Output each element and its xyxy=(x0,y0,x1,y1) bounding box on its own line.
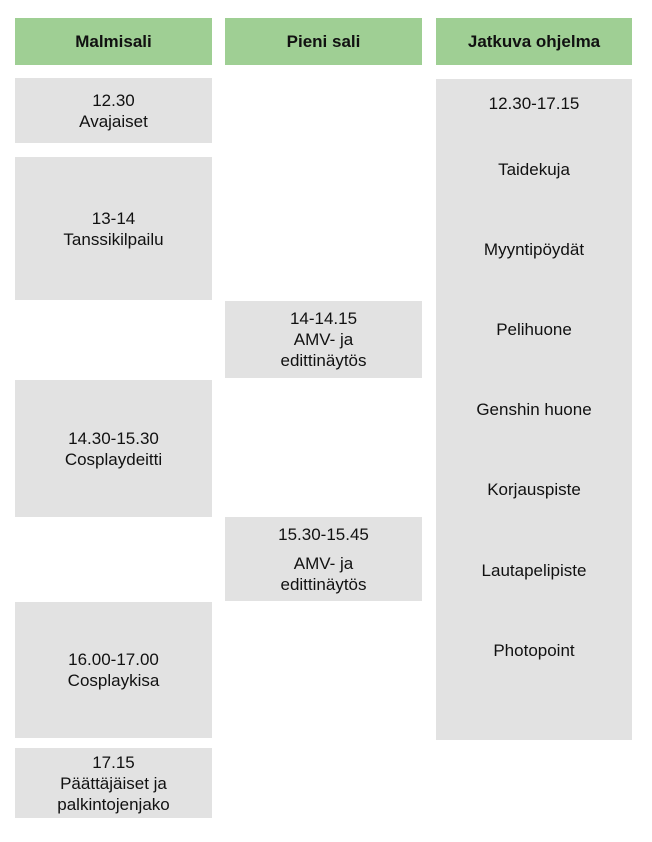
event-tanssikilpailu xyxy=(15,157,212,300)
event-cosplaykisa xyxy=(15,602,212,738)
event-time: 14.30-15.30 xyxy=(68,428,159,448)
event-cosplaydeitti xyxy=(15,380,212,517)
event-title-line2: edittinäytös xyxy=(280,351,367,370)
continuous-item-korjauspiste: Korjauspiste xyxy=(487,480,581,499)
event-title-line2: edittinäytös xyxy=(280,574,367,594)
header-jatkuva-label: Jatkuva ohjelma xyxy=(467,31,601,51)
header-pieni-sali xyxy=(225,18,422,65)
event-time: 17.15 xyxy=(92,752,135,772)
header-malmisali xyxy=(15,18,212,65)
event-title: Cosplaydeitti xyxy=(64,449,163,469)
event-amv-2 xyxy=(225,517,422,601)
continuous-item-pelihuone: Pelihuone xyxy=(496,320,572,339)
continuous-item-photopoint: Photopoint xyxy=(493,641,575,660)
header-malmisali-label: Malmisali xyxy=(75,31,152,51)
continuous-item-myyntipoydat: Myyntipöydät xyxy=(483,240,585,259)
event-amv-1 xyxy=(225,301,422,378)
event-title: Avajaiset xyxy=(79,111,148,131)
event-title: AMV- ja xyxy=(293,553,354,573)
event-time: 12.30 xyxy=(92,90,135,110)
event-avajaiset xyxy=(15,78,212,143)
continuous-program-block xyxy=(436,79,632,740)
event-title-line2: palkintojenjako xyxy=(57,794,170,814)
continuous-time: 12.30-17.15 xyxy=(488,94,580,113)
continuous-item-genshin-huone: Genshin huone xyxy=(476,400,592,419)
event-title: Päättäjäiset ja xyxy=(60,773,167,793)
event-title: Tanssikilpailu xyxy=(63,229,164,249)
event-time: 15.30-15.45 xyxy=(278,524,369,544)
event-time: 13-14 xyxy=(91,208,136,228)
header-jatkuva-ohjelma xyxy=(436,18,632,65)
event-time: 14-14.15 xyxy=(289,309,358,328)
event-time: 16.00-17.00 xyxy=(68,650,159,669)
event-title: Cosplaykisa xyxy=(67,671,160,690)
header-pieni-sali-label: Pieni sali xyxy=(286,31,361,51)
event-title: AMV- ja xyxy=(293,330,354,349)
continuous-item-lautapelipiste: Lautapelipiste xyxy=(481,561,587,580)
continuous-item-taidekuja: Taidekuja xyxy=(498,160,570,179)
event-paattajaiset xyxy=(15,748,212,818)
